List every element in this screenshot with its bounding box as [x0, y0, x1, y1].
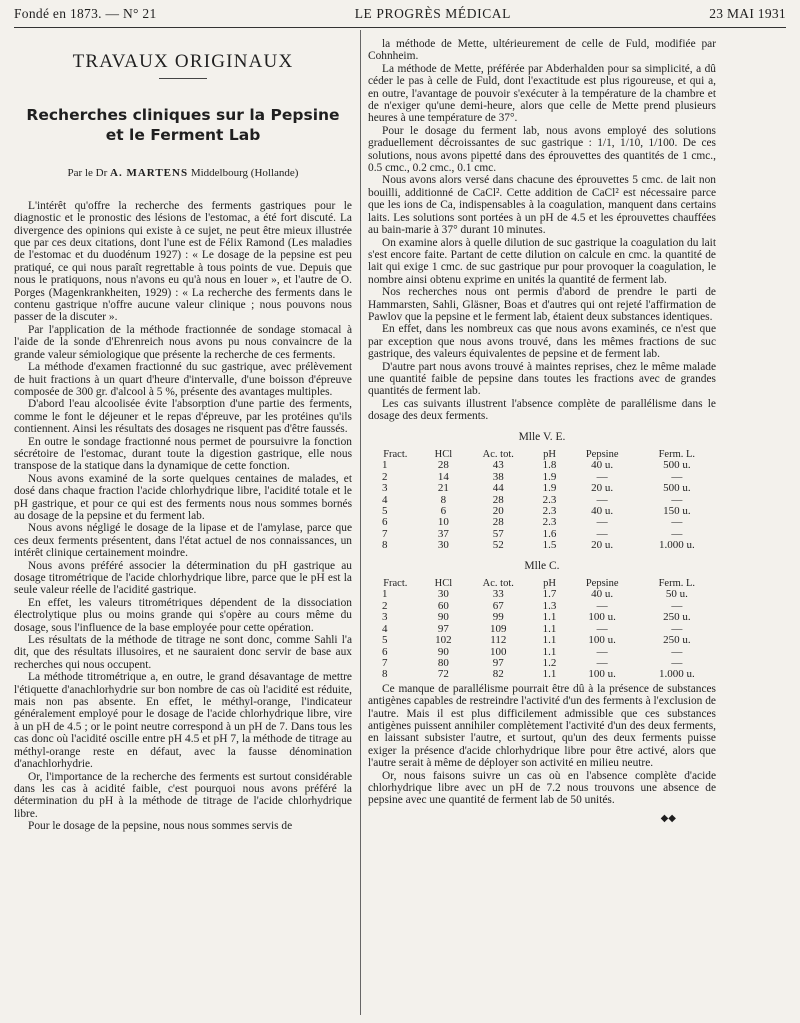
table-cell: 1.000 u. [658, 539, 695, 552]
paragraph: En outre le sondage fractionné nous permet de poursuivre la fonction sécrétoire de l'estomac, durant toute la digestion gastrique, elle nous transpose de la statique dans la dynamique de cette fonction. [14, 435, 352, 473]
table-cell: 6 [440, 505, 447, 518]
table-cell: 102 [435, 634, 452, 647]
column-header: Fract. [383, 449, 408, 460]
table-cell: — [596, 645, 608, 658]
table-cell: 40 u. [591, 505, 614, 518]
table-cell: 40 u. [591, 459, 614, 472]
column-header: HCl [434, 449, 453, 460]
paragraph: D'abord l'eau alcoolisée évite l'absorption d'une partie des ferments, comme le font le déjeuner et le repas d'épreuve, par les protéines qu'ils contiennent. Ainsi les résultats des dosages ne risquent pas d'être faussés. [14, 398, 352, 436]
left-column [14, 38, 352, 833]
table-cell: — [671, 645, 683, 658]
table-cell: 5 [382, 634, 388, 647]
table-cell: 80 [437, 656, 449, 669]
results-tables [368, 431, 716, 681]
paragraph: La méthode titrométrique a, en outre, le grand désavantage de mettre l'étiquette d'anachlorhydrie sur bon nombre de cas où l'acidité est réduite, mais non pas absente. En effet, le méthyl-orange, l'indicateur généralement employé pour le dosage de l'acide chlorhydrique libre, vire à un pH de 4.5 ; or le point neutre correspond à un pH de 7. Dans tous les cas donc où l'acidité oscille entre pH 4.5 et pH 7, la méthode de titrage au méthyl-orange reste en défaut, avec la fausse dénomination d'anachlorhydrie. [14, 671, 352, 771]
paragraph: La méthode d'examen fractionné du suc gastrique, avec prélèvement de huit fractions à un quart d'heure d'intervalle, d'une boisson d'épreuve composée de 300 gr. d'alcool à 5 %, présente des avantages multiples. [14, 361, 352, 398]
table-cell: 57 [492, 527, 504, 540]
table-cell: — [596, 516, 608, 529]
table-cell: 67 [492, 599, 504, 612]
column-header: Pepsine [585, 578, 619, 590]
table-cell: 1.1 [542, 622, 557, 635]
table-cell: 1.000 u. [658, 668, 695, 681]
byline-prefix: Par le Dr [67, 167, 108, 180]
table-cell: 10 [437, 516, 449, 529]
article-title [14, 105, 352, 145]
table-header-row [368, 578, 716, 589]
right-column [368, 38, 716, 825]
table-cell: 150 u. [663, 505, 691, 518]
table-cell: 20 u. [591, 539, 614, 552]
journal-name: LE PROGRÈS MÉDICAL [354, 6, 511, 21]
table-cell: 8 [382, 539, 388, 552]
table-cell: 28 [492, 493, 504, 506]
paragraph: Nous avons alors versé dans chacune des éprouvettes 5 cmc. de lait non bouilli, additionné de CaCl². Cette addition de CaCl² est nécessaire parce que les ions de Ca, indispensables à la coagulation, manquent dans certains laits. Les solutions sont portées à un pH de 4.5 et les éprouvettes chauffées au bain-marie à 37° durant 10 minutes. [368, 174, 716, 237]
table-cell: 500 u. [663, 482, 691, 495]
column-header: Ac. tot. [482, 449, 514, 460]
table-cell: 28 [437, 459, 449, 472]
table-cell: 109 [490, 622, 507, 635]
paragraph: Nous avons négligé le dosage de la lipase et de l'amylase, parce que ces deux ferments présentent, dans l'état actuel de nos connaissances, un intérêt clinique certainement moindre. [14, 522, 352, 560]
table-cell: 72 [437, 668, 449, 681]
table-cell: 30 [437, 588, 449, 601]
paragraph: la méthode de Mette, ultérieurement de celle de Fuld, modifiée par Cohnheim. [368, 38, 716, 63]
table-cell: 90 [437, 611, 449, 624]
paragraph: On examine alors à quelle dilution de suc gastrique la coagulation du lait s'est encore faite. Partant de cette dilution on calcule en cmc. la quantité de lait qui exige 1 cmc. de suc gastrique pur pour provoquer la coagulation, le nombre ainsi obtenu exprime en unités la quantité de ferment lab. [368, 236, 716, 286]
header-founded: Fondé en 1873. — N° 21 [14, 6, 157, 21]
table-cell: — [671, 599, 683, 612]
table-row [368, 589, 716, 600]
results-table [368, 449, 716, 552]
table-cell: — [596, 599, 608, 612]
paragraph: En effet, les valeurs titrométriques dépendent de la dissociation électrolytique plus ou moins grande qui s'opère au cours même du dosage, sous l'influence de la base employée pour cette opération. [14, 596, 352, 634]
table-cell: 97 [492, 656, 504, 669]
article-title-line-1: Recherches cliniques sur la Pepsine [26, 106, 340, 125]
paragraph: Nous avons examiné de la sorte quelques centaines de malades, et dosé dans chaque fraction l'acide chlorhydrique libre, l'acidité totale et le pH gastrique, et pour ce qui est des ferments nous nous sommes bornés au dosage de la pepsine et du ferment lab. [14, 472, 352, 522]
table-cell: — [596, 470, 608, 483]
table-cell: 1.1 [542, 611, 557, 624]
left-column-body [14, 200, 352, 833]
table-cell: 1 [382, 588, 388, 601]
author-name: A. MARTENS [110, 167, 189, 180]
table-cell: 60 [437, 599, 449, 612]
table-cell: 97 [437, 622, 449, 635]
column-header: Fract. [383, 578, 408, 590]
table-row [368, 460, 716, 471]
table-cell: 112 [490, 634, 507, 647]
table-cell: 52 [492, 539, 504, 552]
table-cell: 82 [492, 668, 504, 681]
table-cell: 7 [382, 527, 388, 540]
column-divider [360, 30, 361, 1015]
paragraph: Or, l'importance de la recherche des ferments est surtout considérable dans les cas à acidité faible, c'est pourquoi nous avons préféré la détermination du pH à la méthode de titrage de l'acide chlorhydrique libre. [14, 770, 352, 820]
patient-subject: Mlle V. E. [518, 430, 566, 443]
column-header: Ferm. L. [658, 449, 696, 460]
column-header: HCl [434, 578, 453, 590]
table-cell: 2.3 [542, 493, 557, 506]
paragraph: Nous avons préféré associer la détermination du pH gastrique au dosage titrométrique de l'acide chlorhydrique libre, parce que le pH est la seule valeur réelle de l'acidité gastrique. [14, 559, 352, 597]
table-cell: 1.2 [542, 656, 557, 669]
column-header: Ferm. L. [658, 578, 696, 590]
end-ornament: ◆◆ [660, 812, 676, 824]
table-cell: 2 [382, 599, 388, 612]
table-cell: 1 [382, 459, 388, 472]
table-cell: 21 [437, 482, 449, 495]
table-cell: 2.3 [542, 516, 557, 529]
table-row [368, 647, 716, 658]
right-column-body-bottom [368, 683, 716, 807]
table-row [368, 506, 716, 517]
byline [14, 167, 352, 179]
table-row [368, 483, 716, 494]
table-cell: 3 [382, 611, 388, 624]
column-header: Pepsine [585, 449, 619, 460]
table-cell: — [596, 622, 608, 635]
table-cell: 1.1 [542, 634, 557, 647]
table-cell: 1.9 [542, 470, 557, 483]
table-cell: 1.9 [542, 482, 557, 495]
table-cell: 8 [440, 493, 447, 506]
table-cell: — [671, 493, 683, 506]
table-cell: 1.5 [542, 539, 557, 552]
table-cell: 1.1 [542, 668, 557, 681]
results-table [368, 578, 716, 681]
table-cell: 1.8 [542, 459, 557, 472]
table-cell: 2.3 [542, 505, 557, 518]
paragraph: Par l'application de la méthode fractionnée de sondage stomacal à l'aide de la sonde d'Ehrenreich nous avons pu nous convaincre de la grande valeur sémiologique que présente la recherche de ces ferments. [14, 323, 352, 361]
table-cell: — [671, 470, 683, 483]
paragraph: Les résultats de la méthode de titrage ne sont donc, comme Sahli l'a dit, que des résultats illusoires, et ne sauraient donc servir de base aux recherches qui nous occupent. [14, 634, 352, 671]
table-cell: 100 u. [588, 611, 616, 624]
table-cell: 14 [437, 470, 449, 483]
table-cell: 30 [437, 539, 449, 552]
column-header: pH [543, 449, 556, 460]
table-cell: 44 [492, 482, 504, 495]
table-row [368, 669, 716, 680]
author-place: Middelbourg (Hollande) [190, 167, 299, 180]
table-cell: 100 u. [588, 634, 616, 647]
table-cell: 1.7 [542, 588, 557, 601]
table-cell: 37 [437, 527, 449, 540]
right-column-body-top [368, 38, 716, 423]
table-row [368, 540, 716, 551]
paragraph: Or, nous faisons suivre un cas où en l'absence complète d'acide chlorhydrique libre avec un pH de 7.2 nous trouvons une absence de pepsine avec une quantité de ferment lab de 50 unités. [368, 769, 716, 807]
table-cell: 6 [382, 645, 388, 658]
table-cell: 40 u. [591, 588, 614, 601]
table-cell: 33 [492, 588, 504, 601]
table-cell: — [671, 527, 683, 540]
table-cell: 1.1 [542, 645, 557, 658]
table-cell: — [671, 516, 683, 529]
paragraph: La méthode de Mette, préférée par Abderhalden pour sa simplicité, a dû céder le pas à celle de Fuld, dont l'exactitude est plus rigoureuse, et qui a, en outre, l'avantage de pouvoir s'exécuter à la température de la chambre et de n'exiger qu'une demi-heure, alors que celle de Mette prend plusieurs heures à une température de 37°. [368, 62, 716, 125]
table-row [368, 635, 716, 646]
title-rule [159, 78, 207, 79]
column-header: Ac. tot. [482, 578, 514, 590]
article-title-line-2: et le Ferment Lab [105, 126, 261, 145]
table-cell: 8 [382, 668, 388, 681]
running-header [14, 6, 786, 28]
table-cell: 250 u. [663, 611, 691, 624]
table-cell: 4 [382, 622, 388, 635]
table-cell: 6 [382, 516, 388, 529]
table-cell: 99 [492, 611, 504, 624]
table-cell: 43 [492, 459, 504, 472]
table-cell: 20 [492, 505, 504, 518]
table-cell: 3 [382, 482, 388, 495]
table-cell: 100 u. [588, 668, 616, 681]
table-cell: 250 u. [663, 634, 691, 647]
paragraph: L'intérêt qu'offre la recherche des ferments gastriques pour le diagnostic et le pronostic des lésions de l'estomac, a été fort discuté. La divergence des opinions qui existe à ce sujet, ne peut être mieux illustrée que par ces deux citations, dont l'une est de Félix Ramond (Les maladies de l'estomac et du duodénum 1927) : « Le dosage de la pepsine est peu pratiqué, ce qui nous paraît regrettable à tous points de vue. Depuis que nous le pratiquons, nous n'avons eu qu'à nous en louer », et l'autre de O. Porges (Magenkrankheiten, 1929) : « La recherche des ferments dans le contenu gastrique n'offre aucune valeur clinique ; nous pouvons nous passer de la discuter ». [14, 199, 352, 324]
patient-subject: Mlle C. [524, 559, 560, 572]
table-row [368, 517, 716, 528]
paragraph: D'autre part nous avons trouvé à maintes reprises, chez le même malade une quantité faible de pepsine dans toutes les fractions avec de grandes quantités de ferment lab. [368, 360, 716, 398]
table-cell: 90 [437, 645, 449, 658]
table-cell: 38 [492, 470, 504, 483]
section-title: TRAVAUX ORIGINAUX [72, 51, 294, 72]
table-cell: 7 [382, 656, 388, 669]
header-rule [14, 27, 786, 28]
paragraph: Pour le dosage du ferment lab, nous avons employé des solutions graduellement décroissantes de suc gastrique : 1/1, 1/10, 1/100. De ces solutions, nous avons pipetté dans des éprouvettes des quantités de 1 cmc., 0.5 cmc., 0.2 cmc., 0.1 cmc. [368, 124, 716, 175]
table-cell: 500 u. [663, 459, 691, 472]
table-cell: — [671, 656, 683, 669]
table-cell: — [596, 493, 608, 506]
table-cell: 100 [490, 645, 507, 658]
issue-date: 23 MAI 1931 [709, 6, 786, 21]
table-cell: 1.6 [542, 527, 557, 540]
paragraph: Pour le dosage de la pepsine, nous nous sommes servis de [28, 820, 293, 833]
paragraph: Ce manque de parallélisme pourrait être dû à la présence de substances antigènes capables de restreindre l'activité d'un des ferments à l'exclusion de l'autre. Mais il est plus difficilement admissible que ces substances antigènes puissent annihiler complètement l'activité d'un des deux ferments, en laissant subsister l'autre, et surtout, qu'un des deux ferments puisse exiger la présence d'acide chlorhydrique libre pour être activé, alors que l'autre serait à même de déployer son activité en milieu neutre. [368, 682, 716, 770]
paragraph: Les cas suivants illustrent l'absence complète de parallélisme dans le dosage des deux ferments. [368, 397, 716, 423]
table-cell: 5 [382, 505, 388, 518]
table-cell: 50 u. [665, 588, 688, 601]
table-cell: 20 u. [591, 482, 614, 495]
table-cell: — [596, 656, 608, 669]
table-cell: 28 [492, 516, 504, 529]
table-cell: 4 [382, 493, 388, 506]
table-cell: — [596, 527, 608, 540]
column-header: pH [543, 578, 556, 590]
table-cell: — [671, 622, 683, 635]
table-cell: 1.3 [542, 599, 557, 612]
paragraph: Nos recherches nous ont permis d'abord de prendre le parti de Hammarsten, Sahli, Gläsner, Boas et d'autres qui ont rejeté l'affirmation de Pawlov que la pepsine et le ferment lab, étaient deux substances identiques. [368, 286, 716, 323]
table-row [368, 612, 716, 623]
paragraph: En effet, dans les nombreux cas que nous avons examinés, ce n'est que par exception que nous avons trouvé, dans les mêmes fractions de suc gastrique, des valeurs équivalentes de pepsine et de ferment lab. [368, 323, 716, 361]
table-cell: 2 [382, 470, 388, 483]
